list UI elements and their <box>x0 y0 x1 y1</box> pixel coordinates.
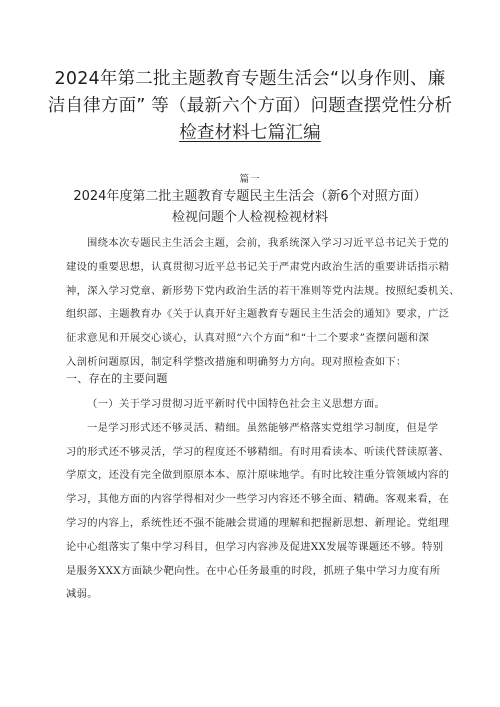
title-line-2: 洁自律方面” 等（最新六个方面）问题查摆党性分析 <box>47 96 453 116</box>
body-line: 论中心组落实了集中学习科目，但学习内容涉及促进XX发展等课题还不够。特别 <box>66 540 444 553</box>
intro-paragraph <box>66 232 460 375</box>
section-heading: 一、存在的主要问题 <box>66 372 168 385</box>
title-line-3: 检查材料七篇汇编 <box>179 123 321 143</box>
title-line-1: 2024年第二批主题教育专题生活会“以身作则、廉 <box>54 69 446 89</box>
intro-line: 建设的重要思想，认真贯彻习近平总书记关于严肃党内政治生活的重要讲话指示精 <box>66 260 450 273</box>
intro-line: 组织部、主题教育办《关于认真开好主题教育专题民主生活会的通知》要求，广泛 <box>66 308 450 321</box>
section-label: 篇一 <box>239 174 261 185</box>
intro-line: 围绕本次专题民主生活会主题，会前，我系统深入学习习近平总书记关于党的 <box>87 237 449 249</box>
intro-line: 征求意见和开展交心谈心，认真对照“六个方面”和“十二个要求”查摆问题和深 <box>66 332 430 345</box>
body-line: 学习的内容上，系统性还不强不能融会贯通的理解和把握新思想、新理论。党组理 <box>66 516 450 529</box>
body-line: 是服务XXX方面缺少靶向性。在中心任务最重的时段，抓班子集中学习力度有所 <box>66 564 441 577</box>
body-line: 习的形式还不够灵活，学习的程度还不够精细。有时用看读本、听读代替读原著、 <box>66 445 450 458</box>
body-line: 减弱。 <box>66 588 98 601</box>
body-line: 学原文，还没有完全做到原原本本、原汁原味地学。有时比较注重分管领域内容的 <box>66 469 450 482</box>
problem-paragraph <box>66 393 450 607</box>
document-subtitle <box>40 186 460 228</box>
document-title <box>40 66 460 147</box>
subsection-heading: （一）关于学习贯彻习近平新时代中国特色社会主义思想方面。 <box>87 398 386 410</box>
intro-line: 入剖析问题原因，制定科学整改措施和明确努力方向。现对照检查如下： <box>66 355 407 368</box>
body-line: 学习，其他方面的内容学得相对少一些学习内容还不够全面、精确。客观来看，在 <box>66 493 450 506</box>
intro-line: 神，深入学习党章、新形势下党内政治生活的若干准则等党内法规。按照纪委机关、 <box>66 284 460 297</box>
subtitle-line-2: 检视问题个人检视检视材料 <box>171 210 328 225</box>
body-line: 一是学习形式还不够灵活、精细。虽然能够严格落实党组学习制度，但是学 <box>87 421 439 434</box>
subtitle-line-1: 2024年度第二批主题教育专题民主生活会（新6个对照方面） <box>73 189 427 204</box>
